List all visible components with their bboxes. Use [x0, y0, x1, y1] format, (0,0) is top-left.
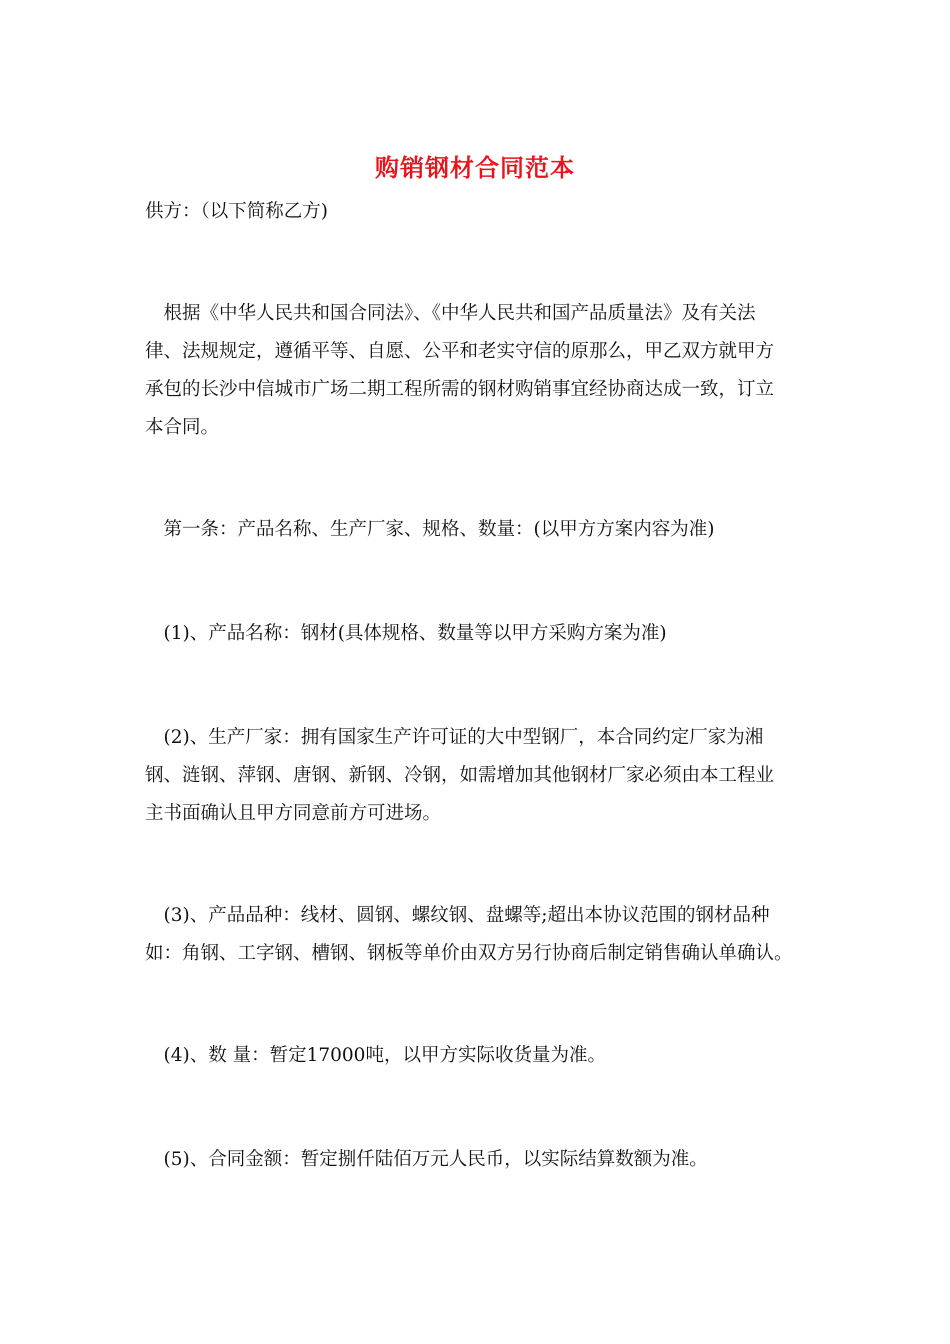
item-2-line-3: 主书面确认且甲方同意前方可进场。	[145, 803, 442, 824]
item-4-line-1: (4)、数 量：暂定17000吨，以甲方实际收货量为准。	[145, 1045, 606, 1066]
item-2-line-2: 钢、涟钢、萍钢、唐钢、新钢、冷钢，如需增加其他钢材厂家必须由本工程业	[145, 765, 775, 786]
article-1-heading: 第一条：产品名称、生产厂家、规格、数量：(以甲方方案内容为准)	[145, 519, 715, 540]
item-1-line-1: (1)、产品名称：钢材(具体规格、数量等以甲方采购方案为准)	[145, 623, 667, 644]
supplier-line: 供方：（以下简称乙方)	[145, 201, 328, 222]
item-3-line-1: (3)、产品品种：线材、圆钢、螺纹钢、盘螺等;超出本协议范围的钢材品种	[145, 905, 770, 926]
item-5-line-1: (5)、合同金额：暂定捌仟陆佰万元人民币，以实际结算数额为准。	[145, 1149, 708, 1170]
item-2-line-1: (2)、生产厂家：拥有国家生产许可证的大中型钢厂，本合同约定厂家为湘	[145, 727, 764, 748]
item-3-line-2: 如：角钢、工字钢、槽钢、钢板等单价由双方另行协商后制定销售确认单确认。	[145, 943, 793, 964]
intro-line-3: 承包的长沙中信城市广场二期工程所需的钢材购销事宜经协商达成一致，订立	[145, 379, 775, 400]
intro-line-4: 本合同。	[145, 417, 220, 438]
document-title: 购销钢材合同范本	[375, 153, 575, 182]
intro-line-1: 根据《中华人民共和国合同法》、《中华人民共和国产品质量法》及有关法	[145, 303, 756, 324]
intro-line-2: 律、法规规定，遵循平等、自愿、公平和老实守信的原那么，甲乙双方就甲方	[145, 341, 775, 362]
